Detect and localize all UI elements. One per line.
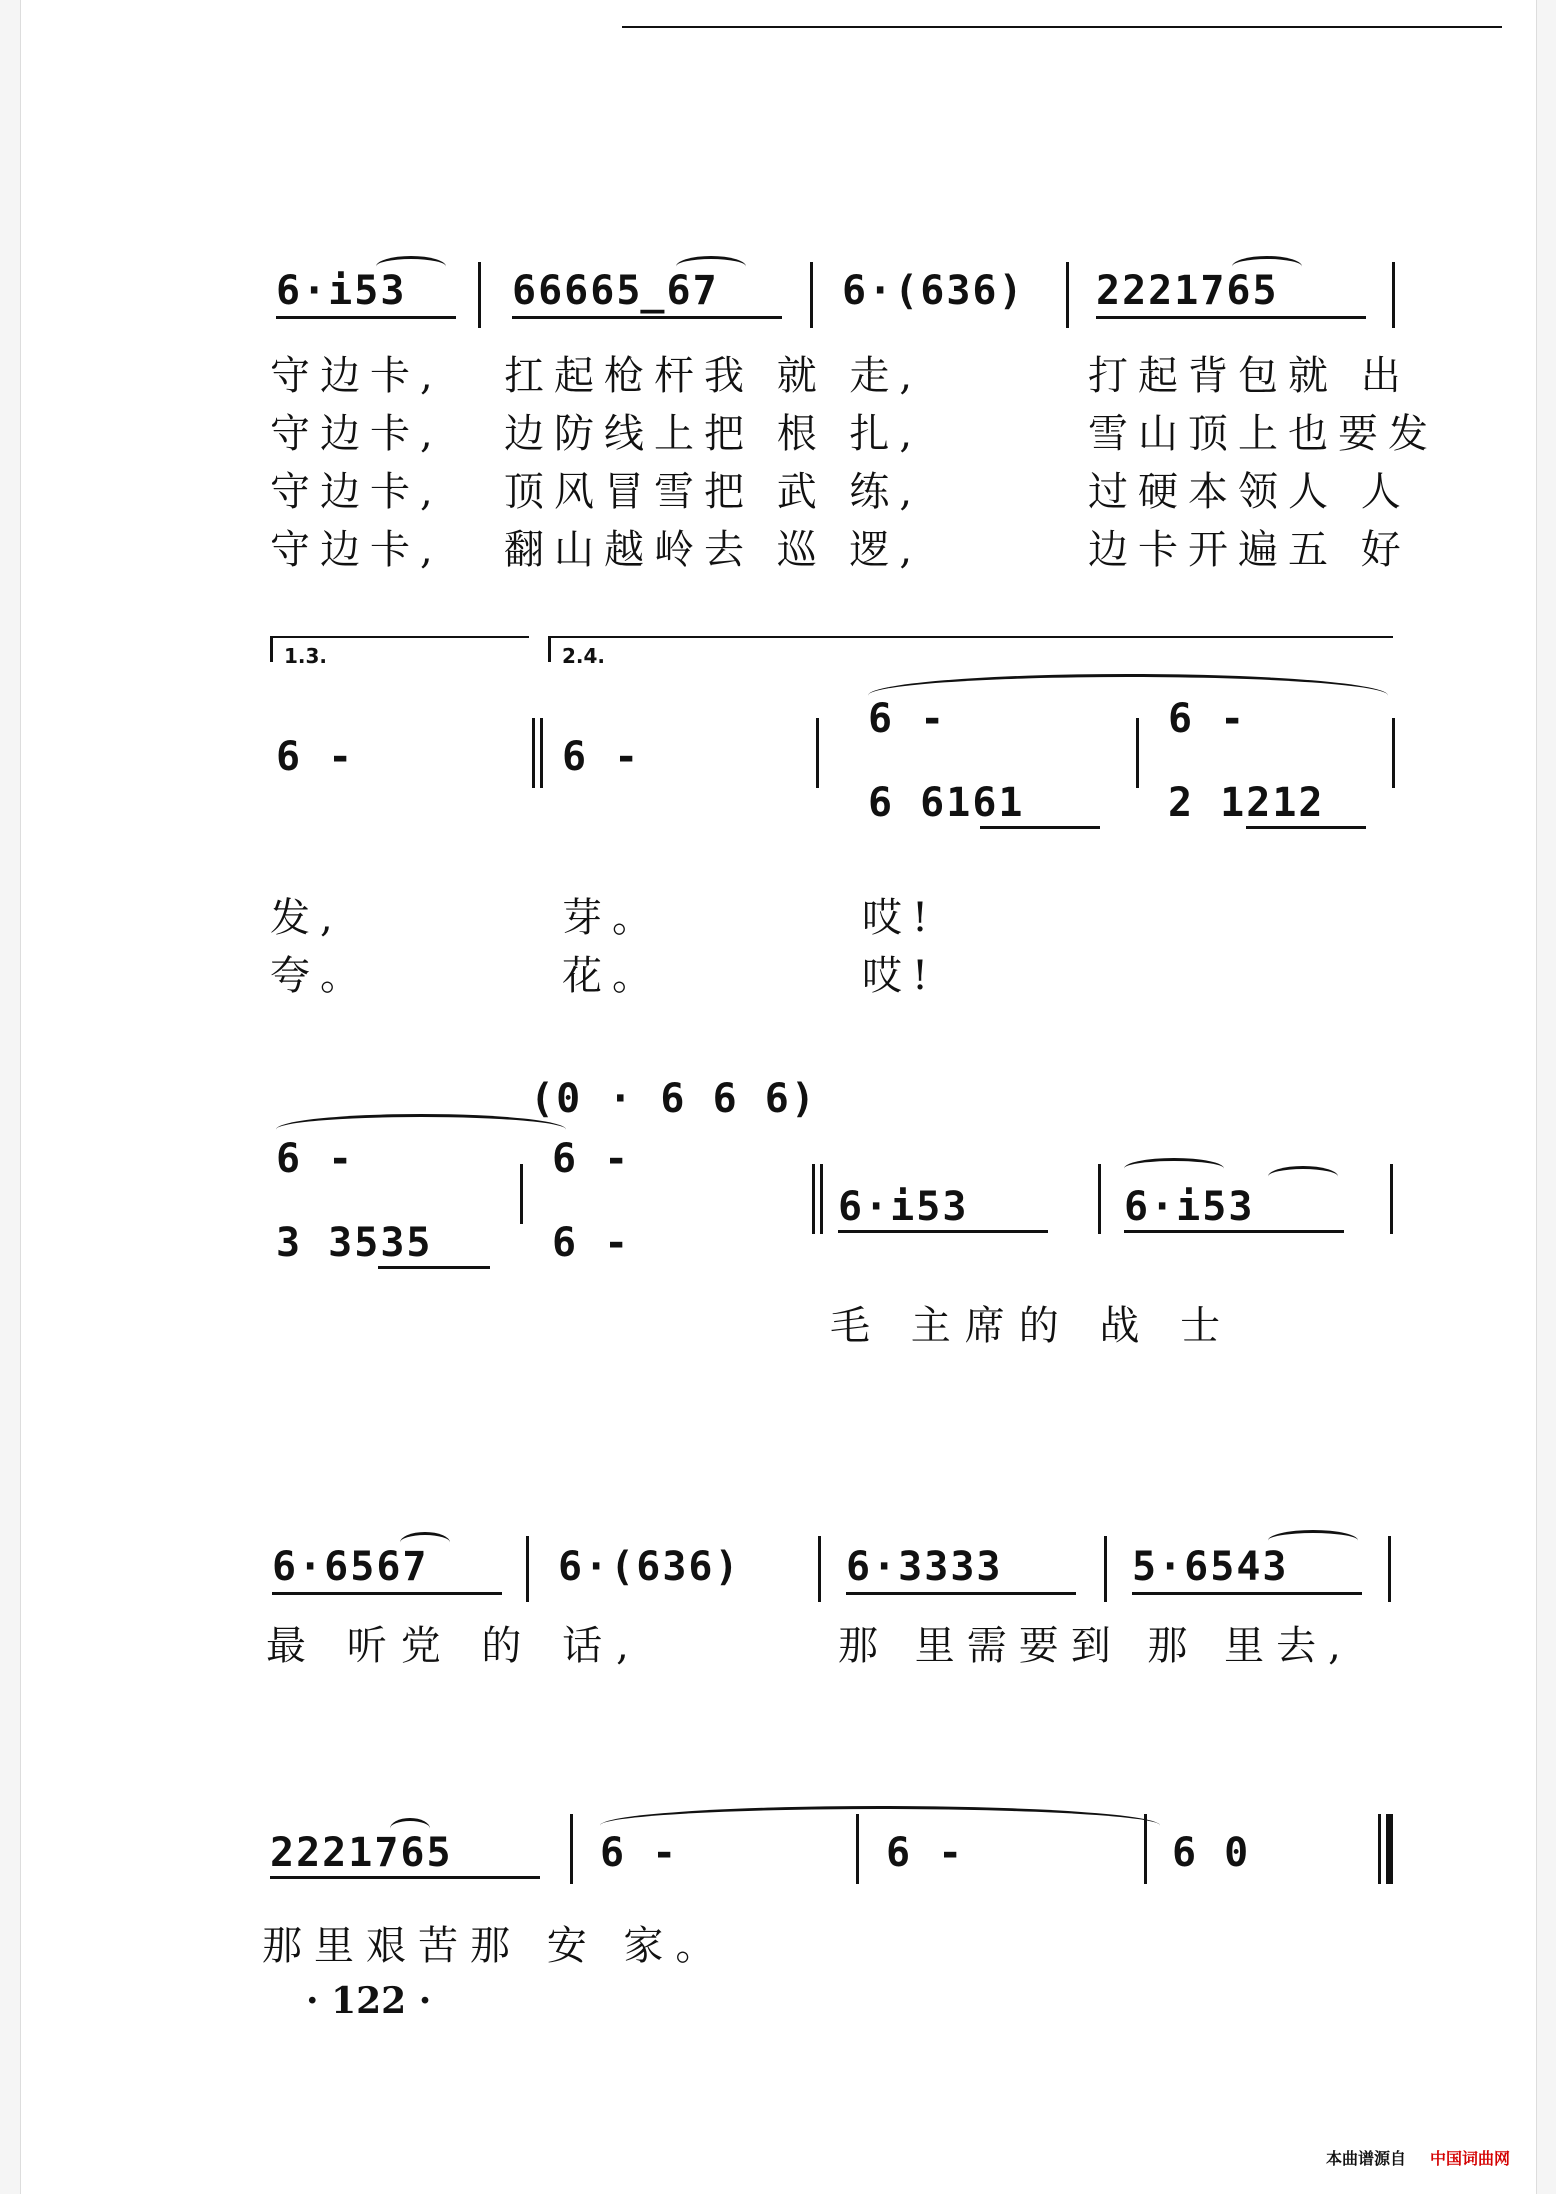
measure-notes: 6·i53 [838, 1184, 969, 1230]
measure-notes: 6·i53 [1124, 1184, 1255, 1230]
underline [378, 1266, 490, 1269]
barline [818, 1536, 821, 1602]
lower-voice-notes: 6 6161 [868, 780, 1025, 826]
lyric: 扛起枪杆我 就 走, [504, 353, 923, 399]
underline [270, 1876, 540, 1879]
slur [600, 1806, 1160, 1845]
lyric: 那里艰苦那 安 家。 [262, 1923, 728, 1969]
slur [1124, 1158, 1224, 1179]
repeat-barline [812, 1164, 815, 1234]
lyric: 顶风冒雪把 武 练, [504, 469, 923, 515]
barline [1098, 1164, 1101, 1234]
upper-voice-notes: 6 - [868, 696, 947, 742]
barline [1392, 718, 1395, 788]
underline [838, 1230, 1048, 1233]
barline [1392, 262, 1395, 328]
barline [520, 1164, 523, 1224]
left-margin-strip [0, 0, 21, 2194]
measure-notes: 6·3333 [846, 1544, 1003, 1590]
final-barline-thick [1386, 1814, 1393, 1884]
measure-notes: 2221765 [270, 1830, 453, 1876]
lyric: 夸。 [270, 953, 370, 999]
barline [526, 1536, 529, 1602]
lyric: 最 听党 的 话, [266, 1623, 643, 1669]
lyric: 芽。 [562, 895, 662, 941]
lower-voice-notes: 6 - [552, 1220, 631, 1266]
barline [1066, 262, 1069, 328]
lyric: 边卡开遍五 好 [1088, 527, 1411, 573]
slur [1232, 256, 1302, 277]
ending-2-notes: 6 - [562, 734, 641, 780]
upper-voice-notes: 6 - [276, 1136, 355, 1182]
underline [1124, 1230, 1344, 1233]
barline [816, 718, 819, 788]
ending-1-notes: 6 - [276, 734, 355, 780]
barline [856, 1814, 859, 1884]
underline [272, 1592, 502, 1595]
repeat-barline [820, 1164, 823, 1234]
underline [512, 316, 782, 319]
barline [1104, 1536, 1107, 1602]
lyric: 边防线上把 根 扎, [504, 411, 923, 457]
barline [1390, 1164, 1393, 1234]
lyric: 雪山顶上也要发 [1088, 411, 1438, 457]
underline [846, 1592, 1076, 1595]
source-label: 本曲谱源自 [1326, 2149, 1407, 2168]
lyric: 守边卡, [270, 527, 443, 573]
barline [1144, 1814, 1147, 1884]
repeat-barline [532, 718, 535, 788]
lyric: 哎! [862, 953, 939, 999]
lyric: 过硬本领人 人 [1088, 469, 1411, 515]
barline [810, 262, 813, 328]
volta-1-label: 1.3. [284, 644, 328, 668]
lyric: 守边卡, [270, 411, 443, 457]
measure-2-notes: 66665̲67 [512, 268, 719, 314]
underline [1096, 316, 1366, 319]
barline [1388, 1536, 1391, 1602]
measure-notes: 6 - [600, 1830, 679, 1876]
measure-1-notes: 6·i53 [276, 268, 407, 314]
repeat-barline [540, 718, 543, 788]
lyric: 守边卡, [270, 353, 443, 399]
measure-notes: 6 0 [1172, 1830, 1251, 1876]
slur [1268, 1530, 1358, 1551]
barline [570, 1814, 573, 1884]
slur [390, 1818, 430, 1839]
lower-voice-notes: 3 3535 [276, 1220, 433, 1266]
page-number: · 122 · [306, 1980, 432, 2022]
top-rule [622, 26, 1502, 28]
underline [276, 316, 456, 319]
measure-3-notes: 6·(636) [842, 268, 1025, 314]
lyric: 毛 主席的 战 士 [830, 1303, 1235, 1349]
lyric: 翻山越岭去 巡 逻, [504, 527, 923, 573]
volta-2-label: 2.4. [562, 644, 606, 668]
measure-notes: 6·6567 [272, 1544, 429, 1590]
lyric: 守边卡, [270, 469, 443, 515]
slur [376, 256, 446, 277]
barline [478, 262, 481, 328]
measure-notes: 6·(636) [558, 1544, 741, 1590]
lyric: 打起背包就 出 [1088, 353, 1411, 399]
final-barline-thin [1378, 1814, 1381, 1884]
slur [676, 256, 746, 277]
lyric: 花。 [562, 953, 662, 999]
measure-4-notes: 2221765 [1096, 268, 1279, 314]
slur [400, 1532, 450, 1553]
underline [1132, 1592, 1362, 1595]
measure-notes: 5·6543 [1132, 1544, 1289, 1590]
underline [980, 826, 1100, 829]
measure-notes: 6 - [886, 1830, 965, 1876]
lyric: 那 里需要到 那 里去, [838, 1623, 1353, 1669]
barline [1136, 718, 1139, 788]
lower-voice-notes: 2 1212 [1168, 780, 1325, 826]
slur [1268, 1166, 1338, 1187]
parenthesized-notes: (0 · 6 6 6) [530, 1076, 817, 1122]
right-margin-strip [1536, 0, 1556, 2194]
upper-voice-notes: 6 - [1168, 696, 1247, 742]
volta-2 [548, 636, 1393, 662]
upper-voice-notes: 6 - [552, 1136, 631, 1182]
lyric: 发, [270, 895, 343, 941]
lyric: 哎! [862, 895, 939, 941]
site-name: 中国词曲网 [1430, 2149, 1511, 2168]
underline [1246, 826, 1366, 829]
